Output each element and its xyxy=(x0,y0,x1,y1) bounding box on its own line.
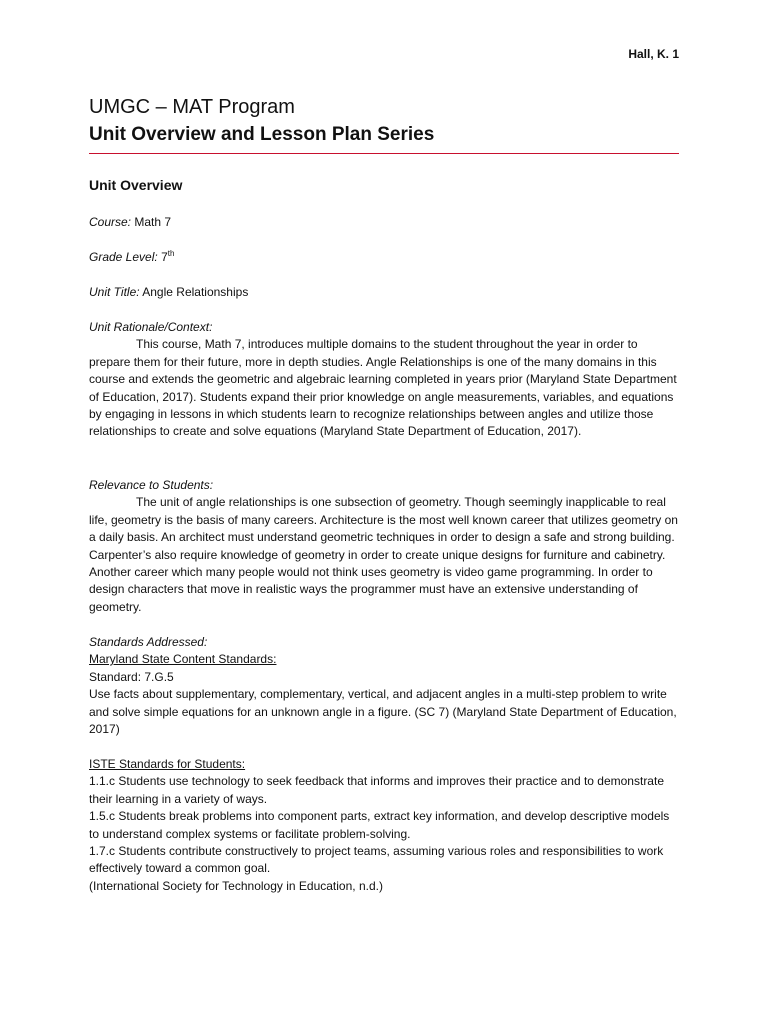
standard-description: Use facts about supplementary, complementary, vertical, and adjacent angles in a multi-step problem to write and solve simple equations for an unknown angle in a figure. (SC 7) (Maryland State Department of Education, 2017) xyxy=(89,687,677,737)
course-label: Course: xyxy=(89,215,132,229)
standards-section xyxy=(89,634,679,738)
document-page xyxy=(89,0,679,1024)
standards-label: Standards Addressed: xyxy=(89,635,208,649)
relevance-paragraph: The unit of angle relationships is one subsection of geometry. Though seemingly inapplicable to real life, geometry is the basis of many careers. Architecture is the most well known career that utilizes geometry on a daily basis. An architect must understand geometric techniques in order to design a safe and strong building. Carpenter’s also require knowledge of geometry in order to create unique designs for furniture and cabinetry. Another career which many people would not think uses geometry is video game programming. In order to design characters that move in realistic ways the programmer must have an extensive understanding of geometry. xyxy=(89,495,678,614)
rationale-label: Unit Rationale/Context: xyxy=(89,320,213,334)
grade-level-label: Grade Level: xyxy=(89,250,158,264)
unit-title-field xyxy=(89,284,248,301)
rationale-paragraph: This course, Math 7, introduces multiple domains to the student throughout the year in order to prepare them for their future, more in depth studies. Angle Relationships is one of the many domains in this course and extends the geometric and algebraic learning completed in years prior (Maryland State Department of Education, 2017). Students expand their prior knowledge on angle measurements, variables, and equations by engaging in lessons in which students learn to recognize relationships between angles and utilize those relationships to create and solve equations (Maryland State Department of Education, 2017). xyxy=(89,337,677,439)
grade-level-suffix: th xyxy=(167,249,175,258)
unit-title-label: Unit Title: xyxy=(89,285,140,299)
rationale-section xyxy=(89,319,679,441)
grade-level-value: 7 xyxy=(161,250,168,264)
running-header: Hall, K. 1 xyxy=(628,47,679,61)
iste-standard-item: 1.5.c Students break problems into component parts, extract key information, and develop descriptive models to understand complex systems or facilitate problem-solving. xyxy=(89,809,670,841)
relevance-section xyxy=(89,477,679,616)
program-title: UMGC – MAT Program xyxy=(89,96,295,118)
course-value: Math 7 xyxy=(134,215,172,229)
grade-level-field xyxy=(89,249,174,266)
title-divider xyxy=(89,153,679,154)
standard-code: Standard: 7.G.5 xyxy=(89,669,174,684)
document-title: Unit Overview and Lesson Plan Series xyxy=(89,124,435,145)
maryland-standards-heading: Maryland State Content Standards: xyxy=(89,652,277,667)
iste-standard-item: 1.7.c Students contribute constructively to project teams, assuming various roles and responsibilities to work effectively toward a common goal. xyxy=(89,844,664,876)
iste-standards-section xyxy=(89,756,679,895)
iste-standard-item: 1.1.c Students use technology to seek feedback that informs and improves their practice and to demonstrate their learning in a variety of ways. xyxy=(89,774,664,806)
unit-title-value: Angle Relationships xyxy=(142,285,249,299)
iste-citation: (International Society for Technology in Education, n.d.) xyxy=(89,878,383,893)
iste-standards-heading: ISTE Standards for Students: xyxy=(89,757,246,771)
relevance-label: Relevance to Students: xyxy=(89,478,214,492)
course-field xyxy=(89,214,171,231)
section-heading-unit-overview: Unit Overview xyxy=(89,177,183,193)
